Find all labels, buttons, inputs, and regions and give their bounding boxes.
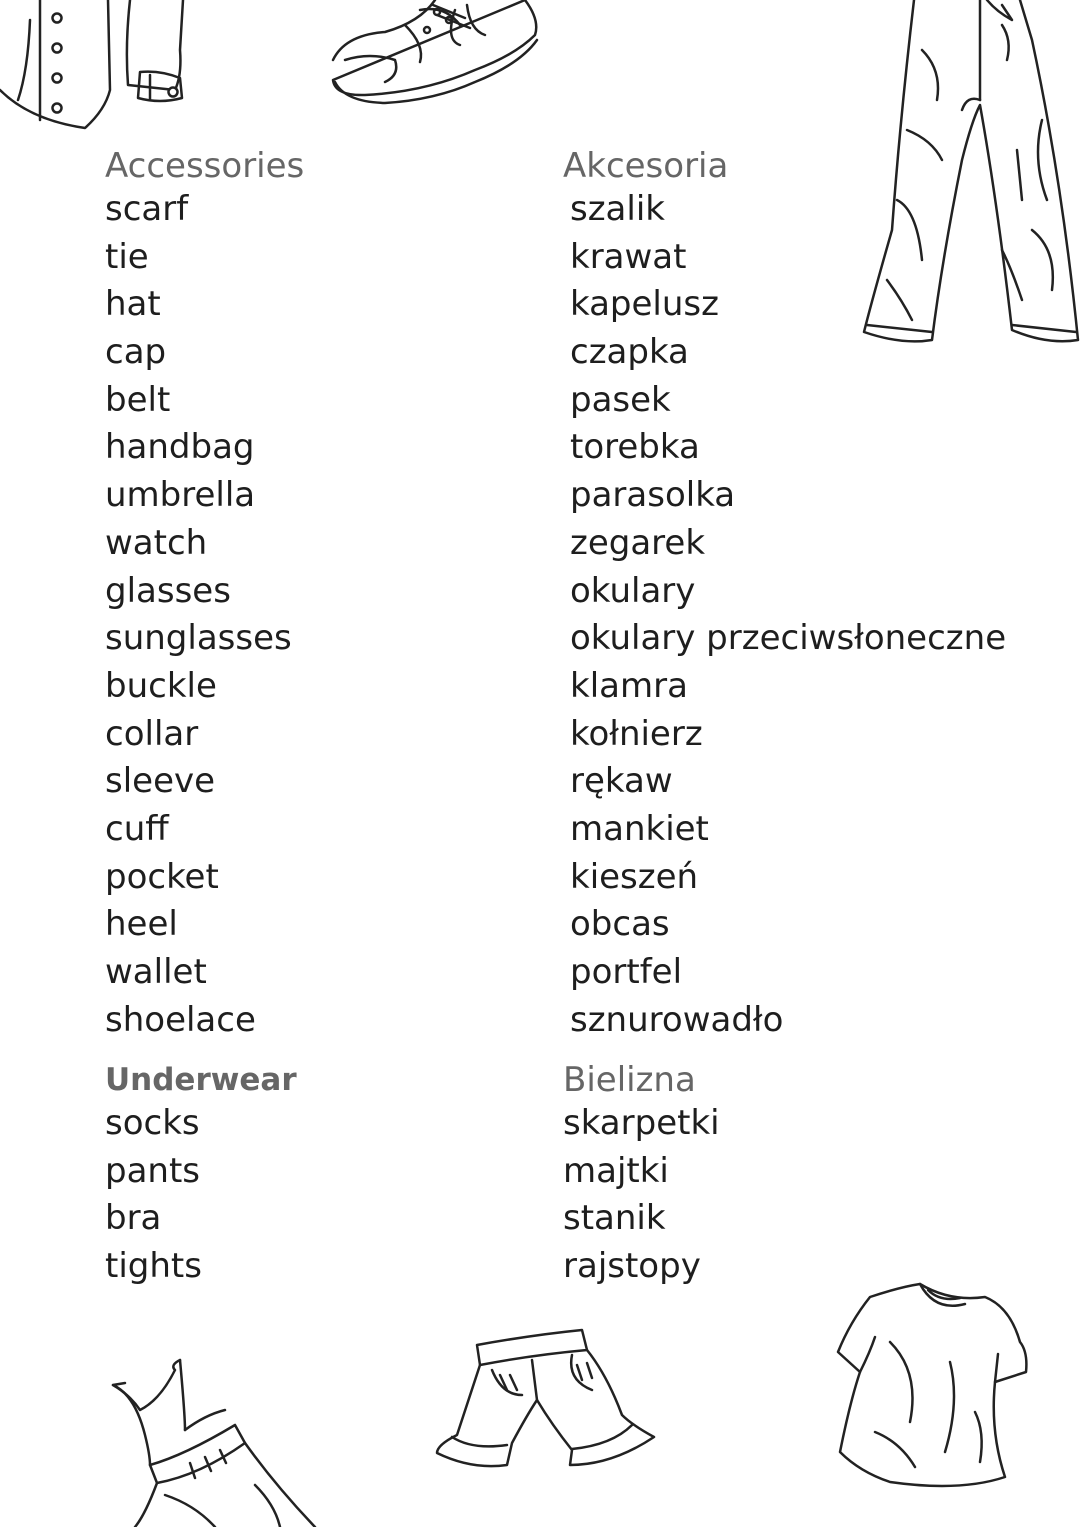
word-en: glasses bbox=[105, 570, 231, 611]
word-en: wallet bbox=[105, 952, 207, 992]
word-pl: skarpetki bbox=[563, 1103, 720, 1143]
word-pl: krawat bbox=[570, 236, 687, 277]
section-heading-underwear-pl: Bielizna bbox=[563, 1060, 696, 1100]
word-en: handbag bbox=[105, 427, 255, 468]
word-pl: stanik bbox=[563, 1198, 666, 1239]
word-pl: okulary bbox=[570, 570, 696, 611]
shoe-icon bbox=[325, 0, 545, 110]
section-heading-accessories-en: Accessories bbox=[105, 146, 305, 186]
section-heading-underwear-en: Underwear bbox=[105, 1062, 297, 1098]
word-pl: parasolka bbox=[570, 475, 736, 516]
word-pl: pasek bbox=[570, 379, 671, 420]
word-pl: torebka bbox=[570, 427, 700, 468]
word-en: pocket bbox=[105, 856, 219, 897]
shorts-icon bbox=[432, 1325, 662, 1475]
section-heading-accessories-pl: Akcesoria bbox=[563, 146, 729, 186]
word-en: hat bbox=[105, 284, 161, 325]
word-pl: kieszeń bbox=[570, 856, 699, 897]
english-column-underwear bbox=[105, 1060, 297, 1291]
word-pl: rajstopy bbox=[563, 1246, 701, 1287]
word-en: watch bbox=[105, 522, 208, 563]
word-en: socks bbox=[105, 1103, 200, 1143]
word-en: pants bbox=[105, 1150, 201, 1191]
english-column bbox=[105, 146, 304, 1044]
word-pl: okulary przeciwsłoneczne bbox=[570, 618, 1007, 659]
word-en: tights bbox=[105, 1246, 202, 1287]
word-en: scarf bbox=[105, 189, 189, 229]
polish-column bbox=[563, 146, 1006, 1044]
word-pl: mankiet bbox=[570, 808, 709, 849]
word-en: collar bbox=[105, 713, 199, 754]
polish-column-underwear bbox=[563, 1060, 720, 1291]
word-pl: czapka bbox=[570, 332, 689, 373]
word-pl: portfel bbox=[570, 952, 683, 992]
word-en: buckle bbox=[105, 665, 217, 706]
word-en: tie bbox=[105, 236, 149, 277]
word-en: bra bbox=[105, 1198, 162, 1239]
word-en: cuff bbox=[105, 808, 169, 849]
word-pl: klamra bbox=[570, 665, 688, 706]
word-en: heel bbox=[105, 904, 178, 945]
word-pl: kapelusz bbox=[570, 284, 719, 325]
dress-icon bbox=[105, 1355, 325, 1527]
word-en: shoelace bbox=[105, 999, 256, 1040]
word-en: belt bbox=[105, 379, 171, 420]
word-pl: obcas bbox=[570, 904, 670, 945]
tshirt-icon bbox=[830, 1282, 1035, 1492]
word-pl: kołnierz bbox=[570, 713, 703, 754]
word-pl: majtki bbox=[563, 1150, 669, 1191]
word-pl: szalik bbox=[570, 189, 665, 229]
shirt-icon bbox=[0, 0, 200, 135]
word-en: cap bbox=[105, 332, 167, 373]
word-pl: zegarek bbox=[570, 522, 706, 563]
word-pl: rękaw bbox=[570, 761, 673, 802]
word-en: sunglasses bbox=[105, 618, 292, 659]
word-en: umbrella bbox=[105, 475, 256, 516]
word-pl: sznurowadło bbox=[570, 999, 784, 1040]
word-en: sleeve bbox=[105, 761, 216, 802]
